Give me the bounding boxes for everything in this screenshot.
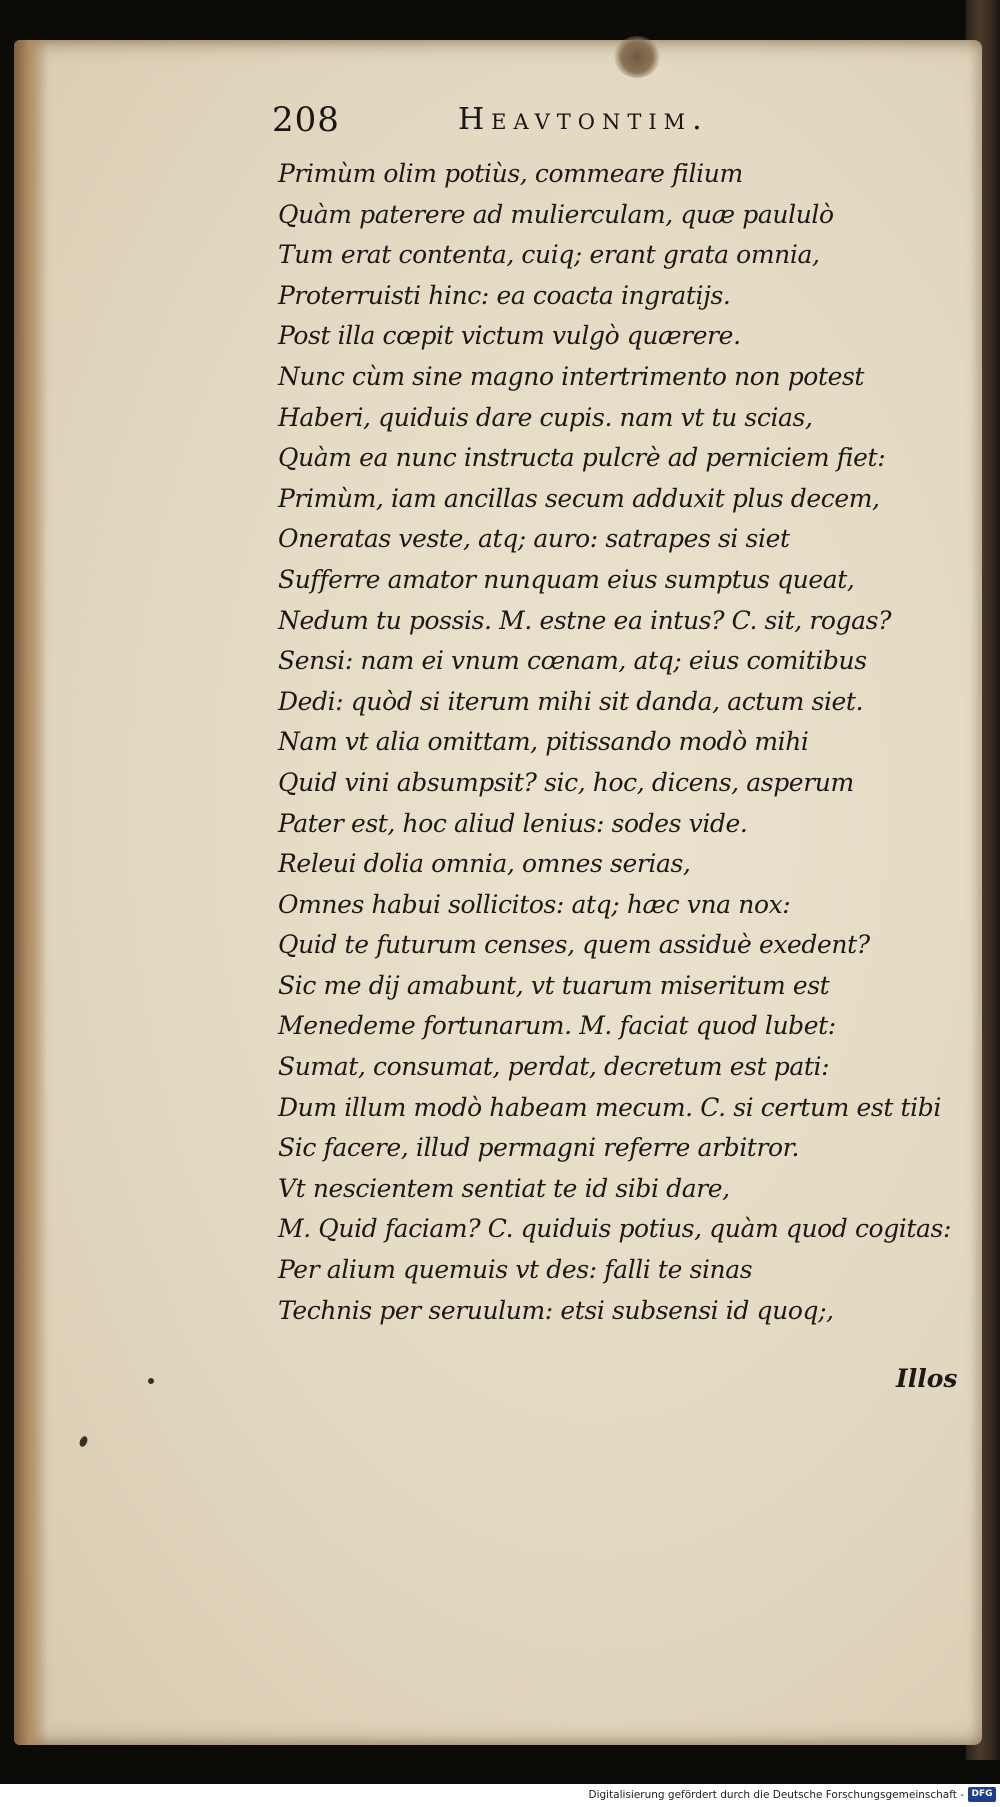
verse-line: Primùm, iam ancillas secum adduxit plus decem, — [278, 483, 880, 513]
page-stain — [614, 36, 660, 78]
verse-lines — [278, 154, 951, 1331]
verse-line: Dedi: quòd si iterum mihi sit danda, actum siet. — [278, 686, 864, 716]
verse-line: Nunc cùm sine magno intertrimento non potest — [278, 361, 865, 391]
verse-line: Sensi: nam ei vnum cœnam, atq; eius comitibus — [278, 646, 867, 676]
verse-line: Technis per seruulum: etsi subsensi id quoq;, — [278, 1295, 834, 1325]
verse-line: M. Quid faciam? C. quiduis potius, quàm quod cogitas: — [278, 1214, 952, 1244]
verse-line: Vt nescientem sentiat te id sibi dare, — [278, 1173, 730, 1203]
verse-line: Releui dolia omnia, omnes serias, — [278, 849, 691, 879]
verse-line: Quàm ea nunc instructa pulcrè ad perniciem fiet: — [278, 443, 886, 473]
verse-line: Sic facere, illud permagni referre arbitror. — [278, 1133, 799, 1163]
verse-line: Sumat, consumat, perdat, decretum est pati: — [278, 1052, 830, 1082]
verse-line: Menedeme fortunarum. M. faciat quod lubet: — [278, 1011, 836, 1041]
verse-line: Per alium quemuis vt des: falli te sinas — [278, 1255, 753, 1285]
verse-line: Sufferre amator nunquam eius sumptus queat, — [278, 564, 855, 594]
verse-line: Sic me dij amabunt, vt tuarum miseritum est — [278, 970, 830, 1000]
dfg-logo-icon: DFG — [968, 1787, 996, 1802]
running-head — [272, 100, 972, 144]
verse-line: Proterruisti hinc: ea coacta ingratijs. — [278, 280, 731, 310]
page-number: 208 — [272, 100, 340, 140]
verse-line: Post illa cœpit victum vulgò quærere. — [278, 321, 741, 351]
running-title: Heavtontim. — [458, 102, 709, 137]
verse-line: Omnes habui sollicitos: atq; hæc vna nox: — [278, 889, 791, 919]
verse-line: Haberi, quiduis dare cupis. nam vt tu scias, — [278, 402, 813, 432]
verse-line: Oneratas veste, atq; auro: satrapes si siet — [278, 524, 790, 554]
verse-line: Quid te futurum censes, quem assiduè exedent? — [278, 930, 870, 960]
funding-credit: Digitalisierung gefördert durch die Deutsche Forschungsgemeinschaft - — [588, 1789, 964, 1801]
verse-line: Nedum tu possis. M. estne ea intus? C. sit, rogas? — [278, 605, 892, 635]
verse-line: Quid vini absumpsit? sic, hoc, dicens, asperum — [278, 767, 854, 797]
verse-line: Quàm paterere ad mulierculam, quæ paululò — [278, 199, 834, 229]
page-gutter-shadow — [14, 40, 48, 1745]
catchword: Illos — [896, 1364, 958, 1393]
verse-line: Dum illum modò habeam mecum. C. si certum est tibi — [278, 1092, 941, 1122]
verse-line: Primùm olim potiùs, commeare filium — [278, 159, 743, 188]
ink-speck — [148, 1378, 154, 1384]
verse-line: Nam vt alia omittam, pitissando modò mihi — [278, 727, 809, 757]
verse-line: Pater est, hoc aliud lenius: sodes vide. — [278, 808, 748, 838]
verse-line: Tum erat contenta, cuiq; erant grata omnia, — [278, 240, 820, 270]
